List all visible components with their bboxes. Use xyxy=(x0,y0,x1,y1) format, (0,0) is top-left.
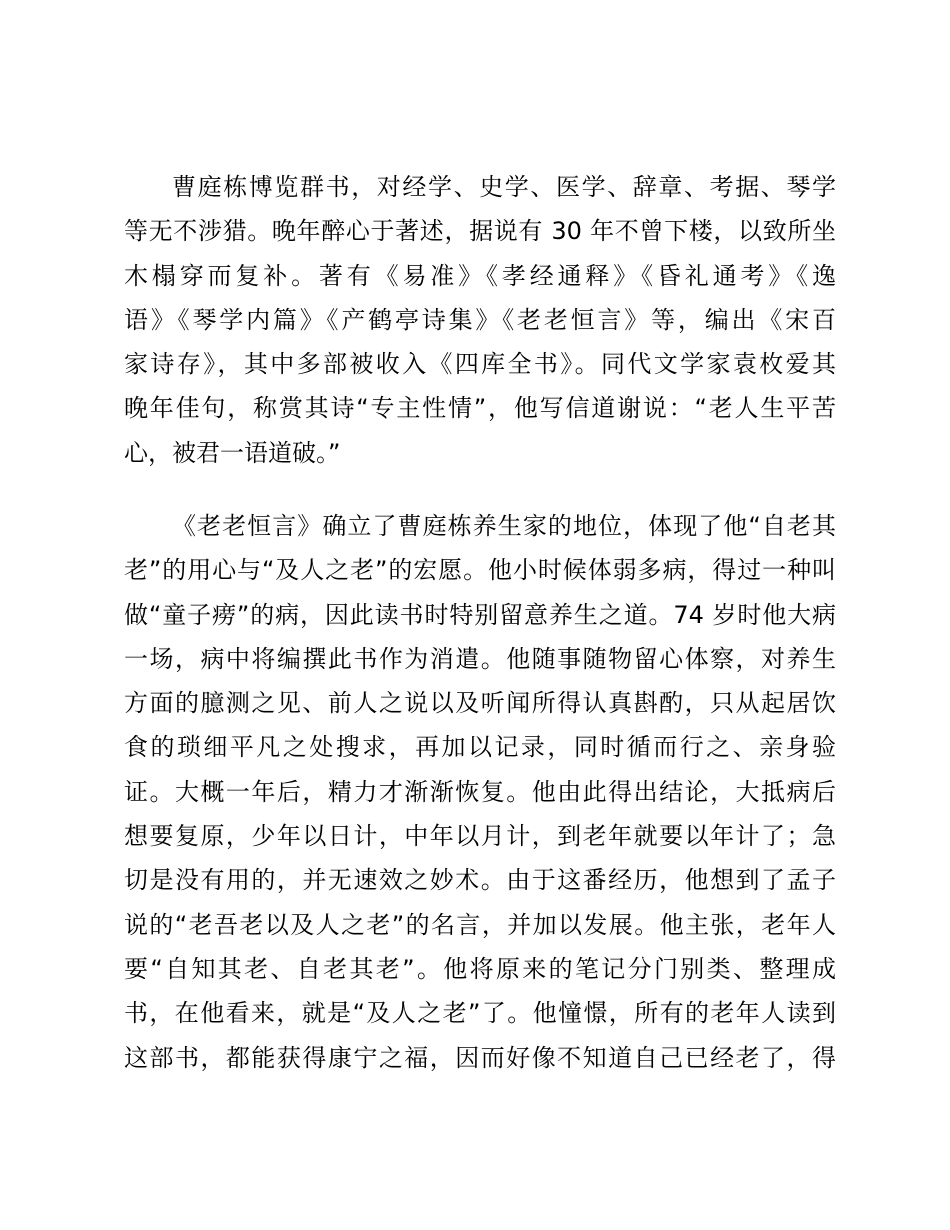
paragraph-line: 这部书，都能获得康宁之福，因而好像不知道自己已经老了，得 xyxy=(124,1043,836,1072)
paragraph-line: 说的“老吾老以及人之老”的名言，并加以发展。他主张，老年人 xyxy=(124,910,836,939)
paragraph-line: 晚年佳句，称赏其诗“专主性情”，他写信道谢说：“老人生平苦 xyxy=(124,394,836,423)
paragraph-line: 心，被君一语道破。” xyxy=(124,438,341,467)
paragraph-line: 《老老恒言》确立了曹庭栋养生家的地位，体现了他“自老其 xyxy=(172,512,836,540)
paragraph-line: 做“童子痨”的病，因此读书时特别留意养生之道。74 岁时他大病 xyxy=(124,600,836,629)
paragraph-line: 老”的用心与“及人之老”的宏愿。他小时候体弱多病，得过一种叫 xyxy=(124,556,836,585)
paragraph-line: 切是没有用的，并无速效之妙术。由于这番经历，他想到了孟子 xyxy=(124,866,836,895)
paragraph-line: 要“自知其老、自老其老”。他将原来的笔记分门别类、整理成 xyxy=(124,954,836,983)
paragraph-line: 曹庭栋博览群书，对经学、史学、医学、辞章、考据、琴学 xyxy=(172,173,836,201)
paragraph-line: 木榻穿而复补。著有《易准》《孝经通释》《昏礼通考》《逸 xyxy=(124,261,836,290)
paragraph-line: 家诗存》，其中多部被收入《四库全书》。同代文学家袁枚爱其 xyxy=(124,350,836,379)
paragraph-line: 书，在他看来，就是“及人之老”了。他憧憬，所有的老年人读到 xyxy=(124,999,836,1028)
paragraph-line: 语》《琴学内篇》《产鹤亭诗集》《老老恒言》等，编出《宋百 xyxy=(124,305,836,334)
paragraph-line: 想要复原，少年以日计，中年以月计，到老年就要以年计了；急 xyxy=(124,822,836,851)
paragraph-line: 等无不涉猎。晚年醉心于著述，据说有 30 年不曾下楼，以致所坐 xyxy=(124,217,836,246)
paragraph-1 xyxy=(124,165,836,475)
paragraph-line: 食的琐细平凡之处搜求，再加以记录，同时循而行之、亲身验 xyxy=(124,733,836,762)
paragraph-line: 证。大概一年后，精力才渐渐恢复。他由此得出结论，大抵病后 xyxy=(124,777,836,806)
paragraph-line: 一场，病中将编撰此书作为消遣。他随事随物留心体察，对养生 xyxy=(124,644,836,673)
paragraph-line: 方面的臆测之见、前人之说以及听闻所得认真斟酌，只从起居饮 xyxy=(124,689,836,718)
paragraph-2 xyxy=(124,504,836,1080)
